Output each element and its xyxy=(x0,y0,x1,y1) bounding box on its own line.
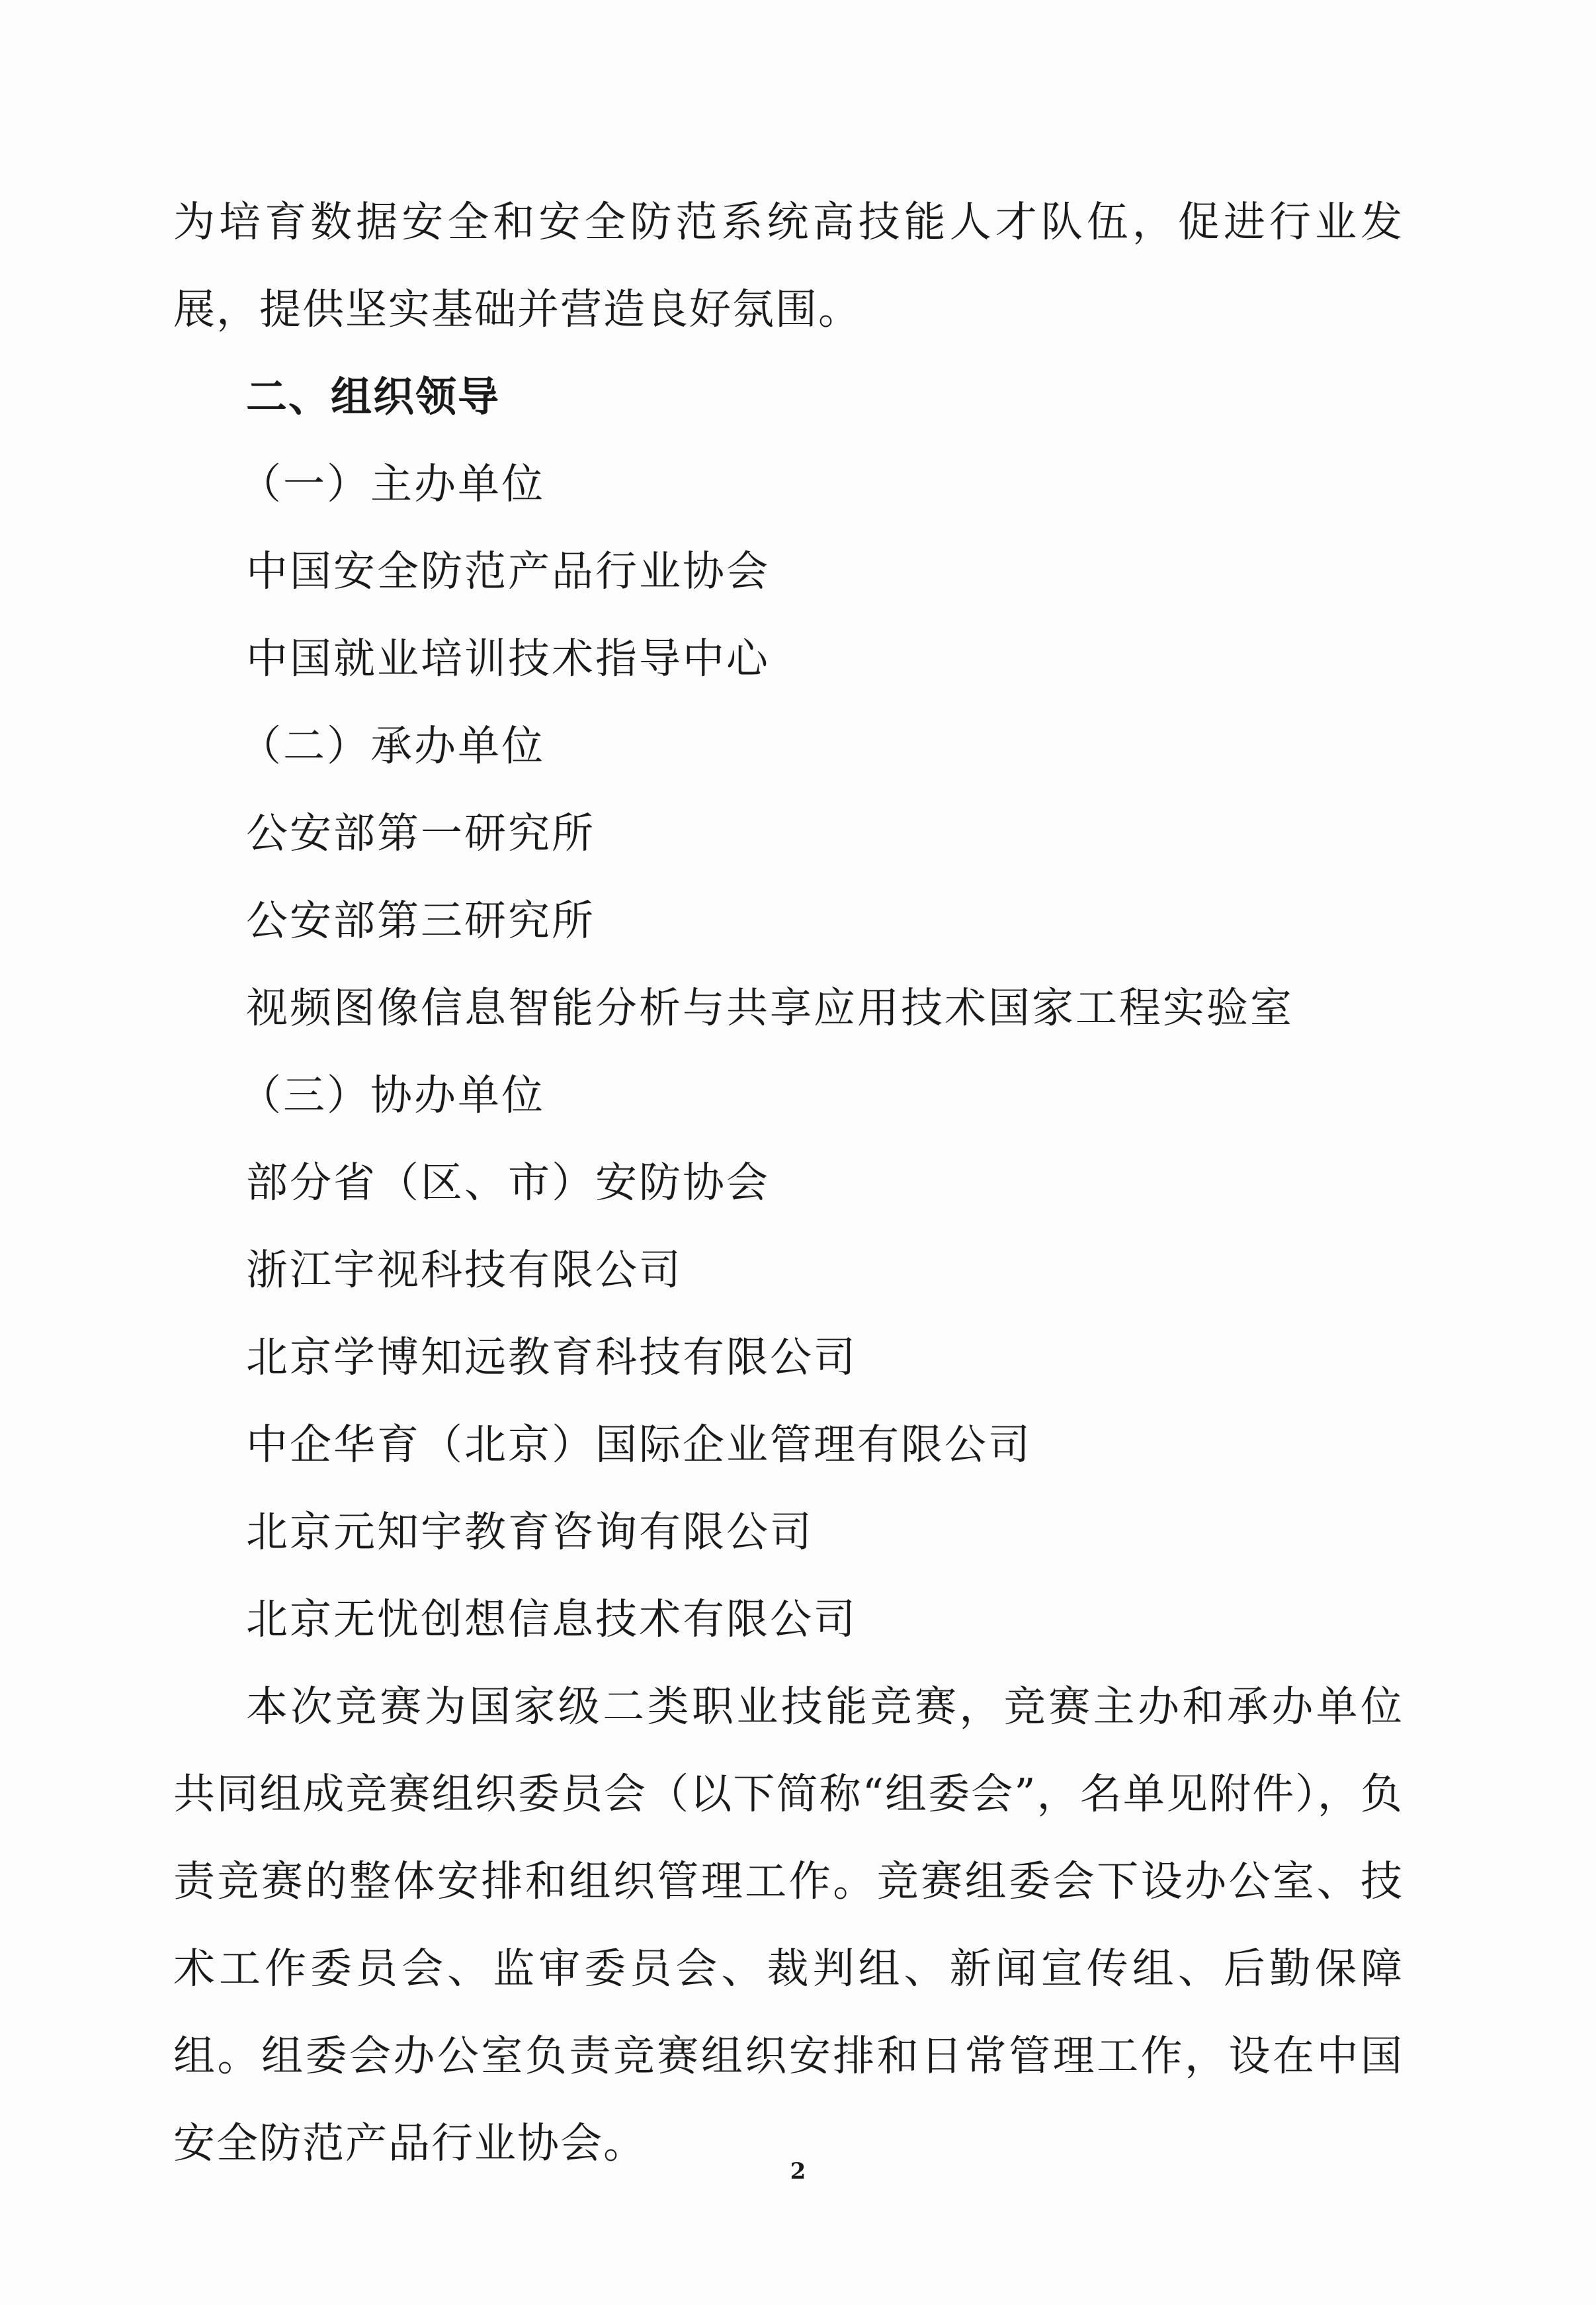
co-organizer-item: 中企华育（北京）国际企业管理有限公司 xyxy=(246,1420,1032,1469)
host-item: 公安部第三研究所 xyxy=(246,896,595,945)
co-organizers-label: （三）协办单位 xyxy=(239,1071,545,1119)
closing-paragraph: 本次竞赛为国家级二类职业技能竞赛，竞赛主办和承办单位共同组成竞赛组织委员会（以下简称“组委会”，名单见附件），负责竞赛的整体安排和组织管理工作。竞赛组委会下设办公室、技术工作委员会、监审委员会、裁判组、新闻宣传组、后勤保障组。组委会办公室负责竞赛组织安排和日常管理工作，设在中国安全防范产品行业协会。 xyxy=(173,1682,1404,2167)
co-organizer-item: 北京无忧创想信息技术有限公司 xyxy=(246,1595,857,1643)
section-heading: 二、组织领导 xyxy=(246,372,501,421)
co-organizer-item: 北京元知宇教育咨询有限公司 xyxy=(246,1508,814,1556)
organizer-item: 中国就业培训技术指导中心 xyxy=(246,634,770,683)
organizer-item: 中国安全防范产品行业协会 xyxy=(246,547,770,595)
document-body xyxy=(173,179,1404,2187)
host-item: 公安部第一研究所 xyxy=(246,809,595,857)
page-number: 2 xyxy=(790,2158,806,2185)
organizers-label: （一）主办单位 xyxy=(239,460,545,508)
co-organizer-item: 部分省（区、市）安防协会 xyxy=(246,1158,770,1207)
host-item: 视频图像信息智能分析与共享应用技术国家工程实验室 xyxy=(246,984,1294,1032)
intro-paragraph: 为培育数据安全和安全防范系统高技能人才队伍，促进行业发展，提供坚实基础并营造良好氛围。 xyxy=(173,198,1404,333)
hosts-label: （二）承办单位 xyxy=(239,722,545,770)
co-organizer-item: 北京学博知远教育科技有限公司 xyxy=(246,1333,857,1381)
co-organizer-item: 浙江宇视科技有限公司 xyxy=(246,1246,683,1294)
